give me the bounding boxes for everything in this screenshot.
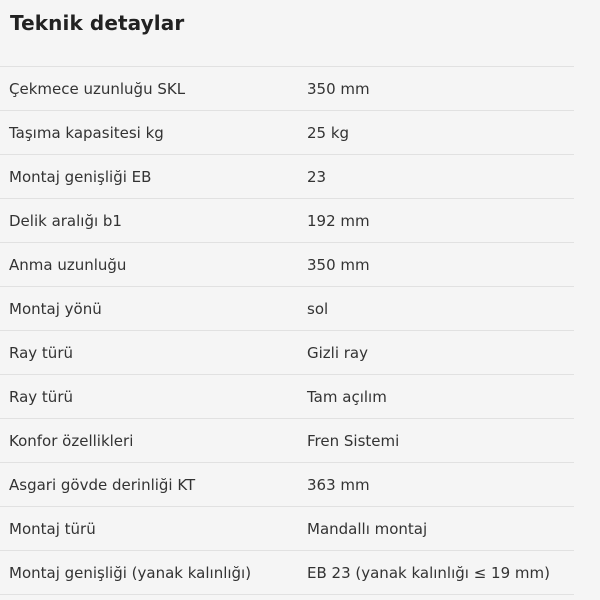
table-row [0, 331, 574, 375]
spec-label: Taşıma kapasitesi kg [9, 123, 164, 142]
spec-label: Anma uzunluğu [9, 255, 127, 274]
spec-value: sol [307, 299, 329, 318]
table-row [0, 67, 574, 111]
spec-value: Gizli ray [307, 343, 369, 362]
spec-label: Çekmece uzunluğu SKL [9, 79, 186, 98]
spec-label: Ray türü [9, 343, 73, 362]
table-row [0, 155, 574, 199]
spec-value: 350 mm [307, 255, 370, 274]
spec-value: 25 kg [307, 123, 350, 142]
table-row [0, 551, 574, 595]
spec-label: Montaj yönü [9, 299, 102, 318]
spec-label: Delik aralığı b1 [9, 211, 122, 230]
spec-value: EB 23 (yanak kalınlığı ≤ 19 mm) [307, 563, 550, 582]
spec-label: Asgari gövde derinliği KT [9, 475, 196, 494]
spec-table [0, 66, 574, 595]
spec-value: Fren Sistemi [307, 431, 400, 450]
table-row [0, 507, 574, 551]
spec-label: Montaj genişliği EB [9, 167, 152, 186]
table-row [0, 375, 574, 419]
spec-label: Montaj genişliği (yanak kalınlığı) [9, 563, 252, 582]
table-row [0, 463, 574, 507]
spec-label: Konfor özellikleri [9, 431, 134, 450]
table-row [0, 199, 574, 243]
table-row [0, 287, 574, 331]
spec-value: 23 [307, 167, 327, 186]
spec-value: 350 mm [307, 79, 370, 98]
spec-label: Ray türü [9, 387, 73, 406]
table-row [0, 419, 574, 463]
spec-label: Montaj türü [9, 519, 96, 538]
spec-value: 363 mm [307, 475, 370, 494]
table-row [0, 243, 574, 287]
spec-value: Mandallı montaj [307, 519, 428, 538]
section-title: Teknik detaylar [10, 11, 185, 35]
spec-value: 192 mm [307, 211, 370, 230]
table-row [0, 111, 574, 155]
spec-value: Tam açılım [307, 387, 387, 406]
